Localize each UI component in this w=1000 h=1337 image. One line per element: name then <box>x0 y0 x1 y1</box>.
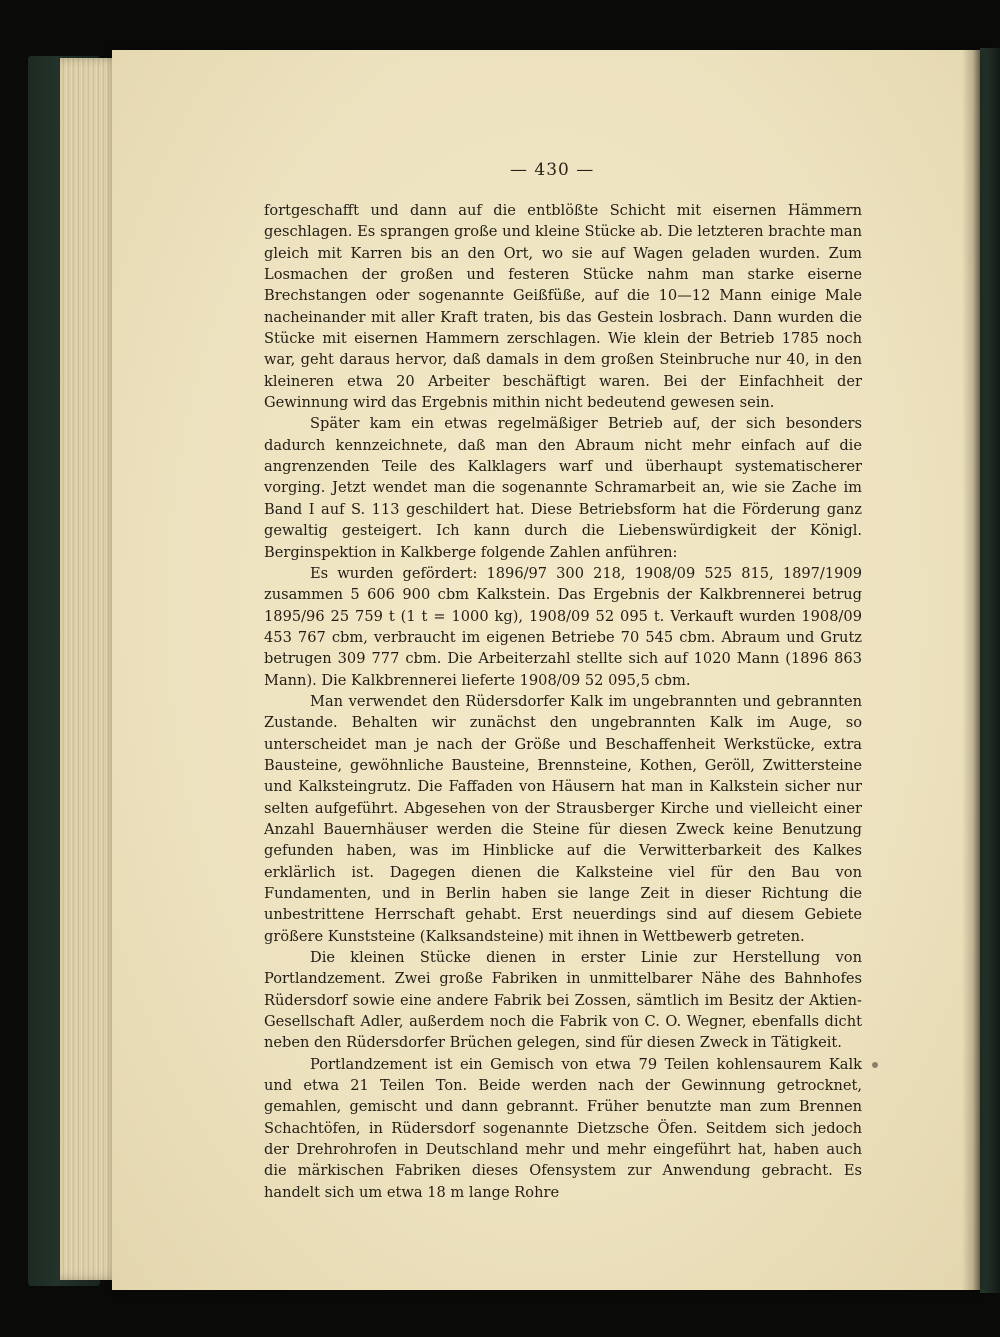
binding-edge <box>980 48 1000 1293</box>
margin-mark <box>872 1062 878 1068</box>
paragraph-1: fortgeschafft und dann auf die entblößte Schicht mit eisernen Hämmern geschlagen. Es sprangen große und kleine Stücke ab. Die letzteren brachte man gleich mit Karren bis an den Ort, wo sie auf Wagen geladen wurden. Zum Losmachen der großen und festeren Stücke nahm man starke eiserne Brechstangen oder sogenannte Geißfüße, auf die 10—12 Mann einige Male nacheinander mit aller Kraft traten, bis das Gestein losbrach. Dann wurden die Stücke mit eisernen Hammern zerschlagen. Wie klein der Betrieb 1785 noch war, geht daraus hervor, daß damals in dem großen Steinbruche nur 40, in den kleineren etwa 20 Arbeiter beschäftigt waren. Bei der Einfachheit der Gewinnung wird das Ergebnis mithin nicht bedeutend gewesen sein. <box>264 202 862 412</box>
body-text <box>264 200 862 1203</box>
page-number: — 430 — <box>510 160 595 180</box>
paragraph-3: Es wurden gefördert: 1896/97 300 218, 1908/09 525 815, 1897/1909 zusammen 5 606 900 cbm Kalkstein. Das Ergebnis der Kalkbrennerei betrug 1895/96 25 759 t (1 t = 1000 kg), 1908/09 52 095 t. Verkauft wurden 1908/09 453 767 cbm, verbraucht im eigenen Betriebe 70 545 cbm. Abraum und Grutz betrugen 309 777 cbm. Die Arbeiterzahl stellte sich auf 1020 Mann (1896 863 Mann). Die Kalkbrennerei lieferte 1908/09 52 095,5 cbm. <box>264 564 862 689</box>
paragraph-2: Später kam ein etwas regelmäßiger Betrieb auf, der sich besonders dadurch kennzeichnete, daß man den Abraum nicht mehr einfach auf die angrenzenden Teile des Kalklagers warf und überhaupt systematischerer vorging. Jetzt wendet man die sogenannte Schramarbeit an, wie sie Zache im Band I auf S. 113 geschildert hat. Diese Betriebsform hat die Förderung ganz gewaltig gesteigert. Ich kann durch die Liebenswürdigkeit der Königl. Berginspektion in Kalkberge folgende Zahlen anführen: <box>264 415 862 561</box>
paragraph-4: Man verwendet den Rüdersdorfer Kalk im ungebrannten und gebrannten Zustande. Behalten wir zunächst den ungebrannten Kalk im Auge, so unterscheidet man je nach der Größe und Beschaffenheit Werkstücke, extra Bausteine, gewöhnliche Bausteine, Brennsteine, Kothen, Geröll, Zwittersteine und Kalksteingrutz. Die Faffaden von Häusern hat man in Kalkstein sicher nur selten aufgeführt. Abgesehen von der Strausberger Kirche und vielleicht einer Anzahl Bauernhäuser werden die Steine für diesen Zweck keine Benutzung gefunden haben, was im Hinblicke auf die Verwitterbarkeit des Kalkes erklärlich ist. Dagegen dienen die Kalksteine viel für den Bau von Fundamenten, und in Berlin haben sie lange Zeit in dieser Richtung die unbestrittene Herrschaft gehabt. Erst neuerdings sind auf diesem Gebiete größere Kunststeine (Kalksandsteine) mit ihnen in Wettbewerb getreten. <box>264 692 862 945</box>
paragraph-6: Portlandzement ist ein Gemisch von etwa 79 Teilen kohlensaurem Kalk und etwa 21 Teilen Ton. Beide werden nach der Gewinnung getrocknet, gemahlen, gemischt und dann gebrannt. Früher benutzte man zum Brennen Schachtöfen, in Rüdersdorf sogenannte Dietzsche Öfen. Seitdem sich jedoch der Drehrohrofen in Deutschland mehr und mehr eingeführt hat, haben auch die märkischen Fabriken dieses Ofensystem zur Anwendung gebracht. Es handelt sich um etwa 18 m lange Rohre <box>264 1055 862 1201</box>
page-gutter-shadow <box>962 50 980 1290</box>
paragraph-5: Die kleinen Stücke dienen in erster Linie zur Herstellung von Portlandzement. Zwei große Fabriken in unmittelbarer Nähe des Bahnhofes Rüdersdorf sowie eine andere Fabrik bei Zossen, sämtlich im Besitz der Aktien-Gesellschaft Adler, außerdem noch die Fabrik von C. O. Wegner, ebenfalls dicht neben den Rüdersdorfer Brüchen gelegen, sind für diesen Zweck in Tätigkeit. <box>264 949 862 1052</box>
page-edges <box>60 58 120 1280</box>
